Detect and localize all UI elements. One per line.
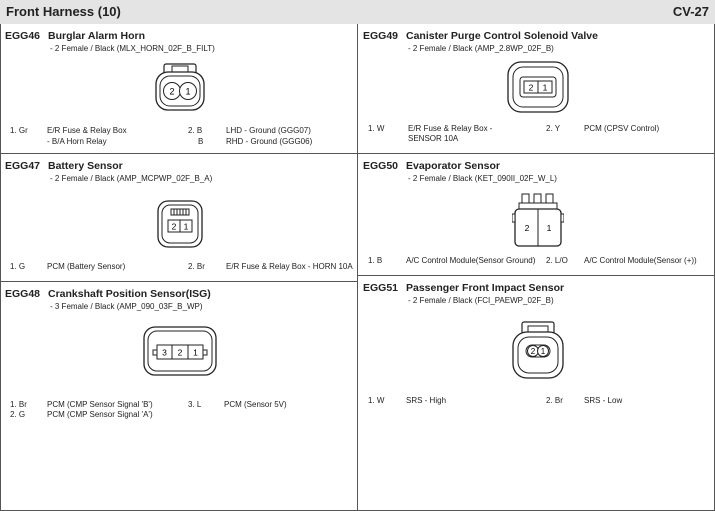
- pin-description: SRS - High: [406, 396, 447, 405]
- connector-diagram: [152, 62, 208, 112]
- pin-description: PCM (CMP Sensor Signal 'B'): [47, 400, 153, 409]
- connector-section-egg47: [0, 154, 357, 281]
- pin-number: 2. Br: [188, 262, 205, 271]
- pin-number: 1. Gr: [10, 126, 28, 135]
- pin-number: 2. Br: [546, 396, 563, 405]
- pin-number: 1. Br: [10, 400, 27, 409]
- pin-description: E/R Fuse & Relay Box -: [408, 124, 493, 133]
- pin-label: 3: [162, 347, 167, 358]
- pin-description: SENSOR 10A: [408, 134, 459, 143]
- connector-spec: - 2 Female / Black (AMP_2.8WP_02F_B): [408, 44, 554, 53]
- pin-description: PCM (CPSV Control): [584, 124, 660, 133]
- connector-section-egg49: [358, 24, 715, 153]
- pin-description: PCM (CMP Sensor Signal 'A'): [47, 410, 153, 419]
- connector-spec: - 2 Female / Black (FCI_PAEWP_02F_B): [408, 296, 554, 305]
- pin-label: 1: [540, 347, 546, 356]
- page-title: Front Harness (10): [6, 4, 121, 19]
- connector-section-egg46: [0, 24, 357, 153]
- pin-number: 2. B: [188, 126, 203, 135]
- pin-label: 1: [183, 221, 189, 232]
- pin-number: 3. L: [188, 400, 202, 409]
- pin-label: 2: [524, 223, 530, 233]
- pin-description: E/R Fuse & Relay Box - HORN 10A: [226, 262, 353, 271]
- connector-spec: - 2 Female / Black (KET_090II_02F_W_L): [408, 174, 557, 183]
- pin-description: - B/A Horn Relay: [47, 137, 107, 146]
- connector-code: EGG48: [5, 288, 41, 300]
- pin-label: 1: [546, 223, 552, 233]
- connector-diagram: [142, 325, 218, 377]
- connector-code: EGG46: [5, 30, 41, 42]
- pin-number: 1. B: [368, 256, 383, 265]
- connector-code: EGG50: [363, 160, 399, 172]
- pin-description: A/C Control Module(Sensor Ground): [406, 256, 536, 265]
- connector-spec: - 2 Female / Black (MLX_HORN_02F_B_FILT): [50, 44, 215, 53]
- pin-number: 1. G: [10, 262, 26, 271]
- pin-label: 2: [169, 86, 175, 97]
- page-number: CV-27: [672, 4, 709, 19]
- connector-spec: - 2 Female / Black (AMP_MCPWP_02F_B_A): [50, 174, 213, 183]
- connector-diagram: [506, 60, 570, 114]
- pin-description: RHD - Ground (GGG06): [226, 137, 313, 146]
- pin-label: 2: [528, 82, 534, 93]
- connector-section-egg51: [358, 276, 715, 511]
- connector-diagram: [510, 320, 566, 382]
- connector-name: Crankshaft Position Sensor(ISG): [48, 288, 211, 300]
- pin-description: SRS - Low: [584, 396, 623, 405]
- pin-label: 1: [193, 347, 198, 358]
- pin-label: 2: [530, 347, 536, 356]
- pin-label: 2: [171, 221, 177, 232]
- connector-section-egg48: [0, 282, 357, 511]
- connector-diagram: [155, 198, 205, 250]
- pin-label: 1: [542, 82, 548, 93]
- pin-description: A/C Control Module(Sensor (+)): [584, 256, 697, 265]
- connector-section-egg50: [358, 154, 715, 275]
- pin-number: 2. L/O: [546, 256, 568, 265]
- connector-name: Passenger Front Impact Sensor: [406, 282, 565, 294]
- connector-name: Canister Purge Control Solenoid Valve: [406, 30, 598, 42]
- pin-number: 1. W: [368, 396, 385, 405]
- connector-diagram: [512, 192, 564, 250]
- connector-spec: - 3 Female / Black (AMP_090_03F_B_WP): [50, 302, 203, 311]
- pin-description: E/R Fuse & Relay Box: [47, 126, 127, 135]
- pin-description: PCM (Battery Sensor): [47, 262, 126, 271]
- pin-number: 2. Y: [546, 124, 561, 133]
- pin-description: PCM (Sensor 5V): [224, 400, 287, 409]
- connector-name: Evaporator Sensor: [406, 160, 500, 172]
- pin-number: B: [198, 137, 204, 146]
- pin-label: 2: [177, 347, 183, 358]
- connector-code: EGG51: [363, 282, 399, 294]
- connector-code: EGG49: [363, 30, 399, 42]
- connector-name: Battery Sensor: [48, 160, 123, 172]
- pin-number: 2. G: [10, 410, 26, 419]
- connector-code: EGG47: [5, 160, 41, 172]
- pin-number: 1. W: [368, 124, 385, 133]
- connector-name: Burglar Alarm Horn: [48, 30, 146, 42]
- pin-label: 1: [185, 86, 191, 97]
- pin-description: LHD - Ground (GGG07): [226, 126, 311, 135]
- page-header: [0, 0, 715, 24]
